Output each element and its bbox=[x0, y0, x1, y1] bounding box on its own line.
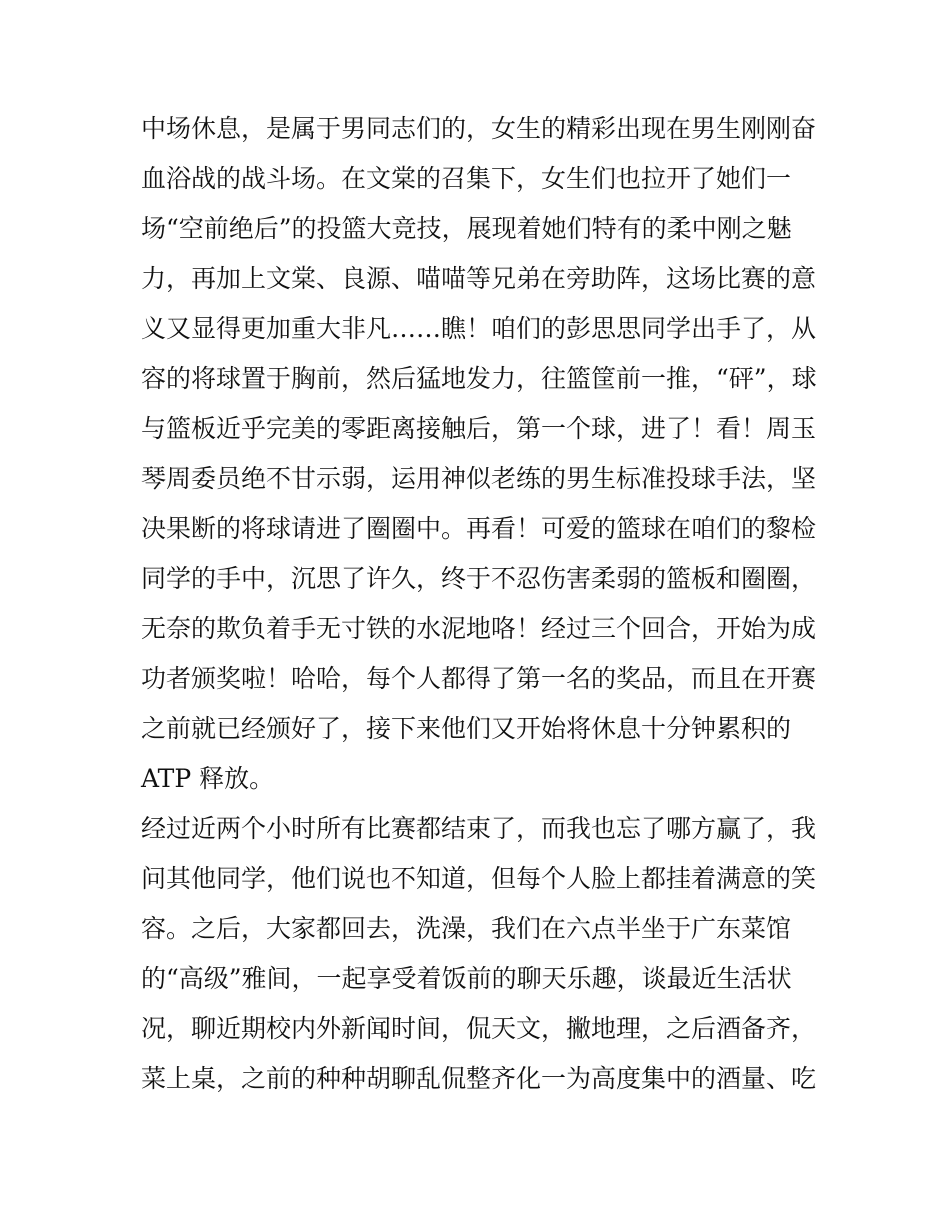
text-line-19: 况，聊近期校内外新闻时间，侃天文，撇地理，之后酒备齐， bbox=[141, 1014, 817, 1043]
text-line-8: 琴周委员绝不甘示弱，运用神似老练的男生标准投球手法，坚 bbox=[141, 464, 817, 493]
text-line-5: 义又显得更加重大非凡……瞧！咱们的彭思思同学出手了，从 bbox=[141, 314, 817, 343]
text-line-10: 同学的手中，沉思了许久，终于不忍伤害柔弱的篮板和圈圈， bbox=[141, 564, 817, 593]
text-line-15: 经过近两个小时所有比赛都结束了，而我也忘了哪方赢了，我 bbox=[141, 814, 817, 843]
text-line-14: ATP 释放。 bbox=[141, 764, 275, 793]
text-line-18: 的“高级”雅间，一起享受着饭前的聊天乐趣，谈最近生活状 bbox=[141, 964, 792, 993]
text-line-3: 场“空前绝后”的投篮大竞技，展现着她们特有的柔中刚之魅 bbox=[141, 214, 792, 243]
text-line-20: 菜上桌，之前的种种胡聊乱侃整齐化一为高度集中的酒量、吃 bbox=[141, 1064, 817, 1093]
text-line-1: 中场休息，是属于男同志们的，女生的精彩出现在男生刚刚奋 bbox=[141, 114, 817, 143]
text-line-7: 与篮板近乎完美的零距离接触后，第一个球，进了！看！周玉 bbox=[141, 414, 817, 443]
text-line-9: 决果断的将球请进了圈圈中。再看！可爱的篮球在咱们的黎检 bbox=[141, 514, 817, 543]
body-text bbox=[141, 104, 821, 1104]
text-line-6: 容的将球置于胸前，然后猛地发力，往篮筐前一推，“砰”，球 bbox=[141, 364, 817, 393]
text-line-12: 功者颁奖啦！哈哈，每个人都得了第一名的奖品，而且在开赛 bbox=[141, 664, 817, 693]
text-line-16: 问其他同学，他们说也不知道，但每个人脸上都挂着满意的笑 bbox=[141, 864, 817, 893]
text-line-11: 无奈的欺负着手无寸铁的水泥地咯！经过三个回合，开始为成 bbox=[141, 614, 817, 643]
text-line-17: 容。之后，大家都回去，洗澡，我们在六点半坐于广东菜馆 bbox=[141, 914, 792, 943]
text-line-4: 力，再加上文棠、良源、喵喵等兄弟在旁助阵，这场比赛的意 bbox=[141, 264, 817, 293]
text-line-2: 血浴战的战斗场。在文棠的召集下，女生们也拉开了她们一 bbox=[141, 164, 792, 193]
text-line-13: 之前就已经颁好了，接下来他们又开始将休息十分钟累积的 bbox=[141, 714, 792, 743]
